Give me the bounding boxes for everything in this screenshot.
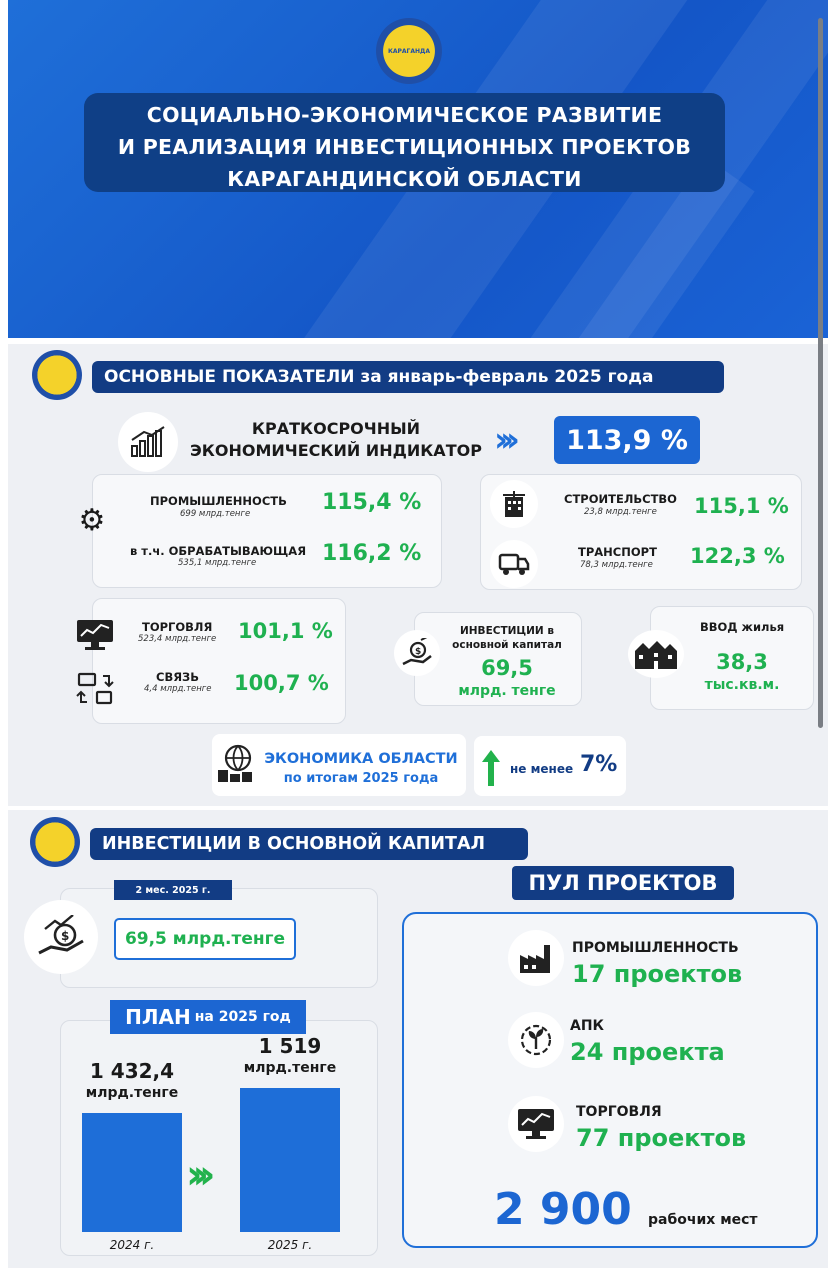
manufacturing-sub: 535,1 млрд.тенге — [178, 558, 257, 568]
industry-label: ПРОМЫШЛЕННОСТЬ — [150, 494, 287, 508]
investment-label-line-2: основной капитал — [452, 639, 562, 651]
transport-sub: 78,3 млрд.тенге — [580, 560, 653, 570]
pool-heading-text: ПУЛ ПРОЕКТОВ — [528, 871, 718, 895]
network-devices-icon — [72, 672, 118, 708]
growth-chart-icon — [118, 412, 178, 472]
industry-gears-icon: ⚙ — [78, 503, 106, 538]
chevrons-right-icon: ››› — [494, 420, 513, 460]
investment-unit: млрд. тенге — [458, 683, 556, 699]
pool-item-trade-label: ТОРГОВЛЯ — [576, 1104, 662, 1120]
plan-bar-value-label: 1 519 — [258, 1034, 322, 1058]
plan-bar-value-label: 1 432,4 — [89, 1059, 175, 1083]
investments-heading-text: ИНВЕСТИЦИИ В ОСНОВНОЙ КАПИТАЛ — [102, 834, 486, 854]
monitor-chart-icon — [72, 618, 118, 654]
title-line-3: КАРАГАНДИНСКОЙ ОБЛАСТИ — [227, 167, 582, 191]
transport-value: 122,3 % — [690, 544, 785, 568]
period-value-box — [114, 918, 296, 960]
economy-line-1: ЭКОНОМИКА ОБЛАСТИ — [264, 751, 458, 767]
indicators-heading — [92, 361, 724, 393]
trade-sub: 523,4 млрд.тенге — [138, 634, 217, 644]
trade-card — [92, 598, 346, 724]
plan-bar-unit-label: млрд.тенге — [243, 1060, 337, 1076]
plan-bar-2 — [240, 1088, 340, 1232]
page-title — [84, 93, 725, 192]
hand-coin-icon — [394, 630, 440, 676]
transport-label: ТРАНСПОРТ — [578, 545, 657, 559]
economy-growth-prefix: не менее — [510, 762, 574, 776]
pool-item-industry-count: 17 проектов — [572, 960, 743, 988]
plan-heading — [110, 1000, 306, 1034]
period-badge — [114, 880, 232, 900]
economy-label — [262, 749, 460, 789]
plan-bar-category-label: 2024 г. — [109, 1238, 155, 1252]
hand-coin-large-icon — [24, 900, 98, 974]
plan-heading-rest: на 2025 год — [194, 1009, 291, 1025]
kei-value: 113,9 % — [566, 424, 688, 456]
kei-value-box — [554, 416, 700, 464]
communication-sub: 4,4 млрд.тенге — [144, 684, 212, 694]
green-chevrons-icon: ››› — [186, 1152, 206, 1198]
investment-label-line-1: ИНВЕСТИЦИИ в — [459, 625, 555, 637]
plan-heading-bold: ПЛАН — [125, 1005, 191, 1029]
construction-label: СТРОИТЕЛЬСТВО — [564, 492, 677, 506]
monitor-chart-icon-2 — [508, 1096, 564, 1152]
factory-icon — [508, 930, 564, 986]
jobs-value: 2 900 — [494, 1184, 632, 1235]
housing-unit: тыс.кв.м. — [704, 677, 780, 693]
section-emblem-2 — [30, 817, 80, 867]
trade-label: ТОРГОВЛЯ — [142, 620, 213, 634]
trade-value: 101,1 % — [238, 619, 333, 643]
sprout-icon — [508, 1012, 564, 1068]
svg-text:$: $ — [415, 647, 422, 657]
kei-line-1: КРАТКОСРОЧНЫЙ — [251, 419, 421, 438]
manufacturing-label: в т.ч. ОБРАБАТЫВАЮЩАЯ — [130, 544, 307, 558]
construction-sub: 23,8 млрд.тенге — [584, 507, 657, 517]
pool-item-industry-label: ПРОМЫШЛЕННОСТЬ — [572, 940, 739, 956]
investment-value: 69,5 — [481, 656, 533, 680]
communication-value: 100,7 % — [234, 671, 329, 695]
emblem-text: КАРАГАНДА — [387, 47, 431, 55]
manufacturing-value: 116,2 % — [322, 541, 422, 566]
economy-line-2: по итогам 2025 года — [283, 771, 439, 786]
housing-value: 38,3 — [716, 650, 768, 674]
pool-item-agro-label: АПК — [570, 1018, 604, 1034]
kei-label — [190, 418, 482, 462]
investments-heading — [90, 828, 528, 860]
communication-label: СВЯЗЬ — [156, 670, 199, 684]
houses-icon — [628, 630, 684, 678]
jobs-label: рабочих мест — [648, 1212, 758, 1228]
pool-item-trade-count: 77 проектов — [576, 1124, 747, 1152]
construction-value: 115,1 % — [694, 494, 789, 518]
title-line-2: И РЕАЛИЗАЦИЯ ИНВЕСТИЦИОННЫХ ПРОЕКТОВ — [117, 135, 692, 159]
truck-icon — [490, 540, 538, 588]
plan-bar-category-label: 2025 г. — [267, 1238, 313, 1252]
region-emblem — [376, 18, 442, 84]
kei-line-2: ЭКОНОМИЧЕСКИЙ ИНДИКАТОР — [190, 441, 482, 460]
globe-coins-icon — [214, 744, 260, 784]
housing-label: ВВОД жилья — [700, 620, 785, 634]
plan-bar-1 — [82, 1113, 182, 1232]
period-value: 69,5 млрд.тенге — [124, 929, 286, 949]
section-emblem — [32, 350, 82, 400]
title-line-1: СОЦИАЛЬНО-ЭКОНОМИЧЕСКОЕ РАЗВИТИЕ — [146, 103, 663, 127]
crane-building-icon — [490, 480, 538, 528]
period-badge-text: 2 мес. 2025 г. — [135, 884, 211, 896]
indicators-heading-text: ОСНОВНЫЕ ПОКАЗАТЕЛИ за январь-февраль 2025 года — [104, 367, 654, 387]
green-up-arrow-icon — [482, 750, 500, 790]
svg-text:$: $ — [61, 929, 70, 943]
pool-heading — [512, 866, 734, 900]
economy-growth-value: 7% — [580, 752, 618, 777]
plan-bar-unit-label: млрд.тенге — [85, 1085, 179, 1101]
industry-sub: 699 млрд.тенге — [180, 509, 251, 519]
investment-label — [444, 624, 570, 652]
scrollbar[interactable] — [818, 18, 823, 728]
industry-value: 115,4 % — [322, 490, 422, 515]
pool-item-agro-count: 24 проекта — [570, 1038, 725, 1066]
